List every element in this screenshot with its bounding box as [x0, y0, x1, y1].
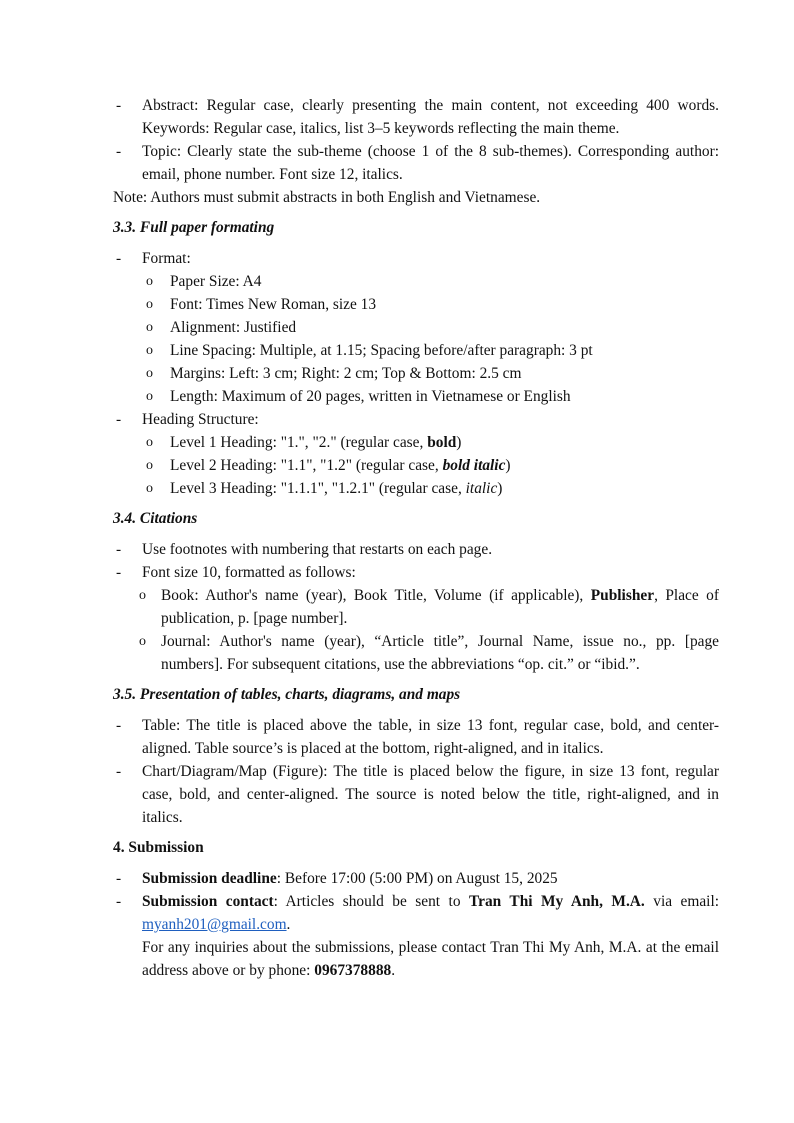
sub-list-item	[113, 431, 719, 454]
citation-item: Use footnotes with numbering that restarts on each page.	[142, 541, 493, 558]
deadline-label: Submission deadline	[142, 870, 277, 887]
figure-rule: Chart/Diagram/Map (Figure): The title is placed below the figure, in size 13 font, regular case, bold, and center-aligned. The source is noted below the title, right-aligned, and in italics.	[142, 763, 719, 826]
heading-level-3	[170, 477, 719, 500]
dash-bullet: -	[116, 564, 122, 581]
topic-item-text: Topic: Clearly state the sub-theme (choose 1 of the 8 sub-themes). Corresponding author: email, phone number. Font size 12, italics.	[142, 143, 719, 183]
book-text-end: , Place of publication, p. [page number].	[161, 587, 719, 627]
phone-number: 0967378888	[314, 962, 392, 979]
sub-list-item	[113, 362, 719, 385]
citation-item: Font size 10, formatted as follows:	[142, 564, 356, 581]
circle-bullet: o	[146, 366, 153, 381]
heading-level-2	[170, 454, 719, 477]
dash-bullet: -	[116, 411, 122, 428]
list-item	[113, 561, 719, 584]
deadline-text: : Before 17:00 (5:00 PM) on August 15, 2025	[276, 870, 558, 887]
circle-bullet: o	[146, 343, 153, 358]
punctuation: .	[286, 916, 291, 933]
list-item	[113, 140, 719, 186]
dash-bullet: -	[116, 541, 122, 558]
level-style: bold italic	[442, 457, 506, 474]
section-heading-4: 4. Submission	[113, 839, 204, 856]
section-heading-3-5: 3.5. Presentation of tables, charts, diagrams, and maps	[113, 686, 461, 703]
level-text: Level 2 Heading: "1.1", "1.2" (regular case,	[170, 457, 443, 474]
sub-list-item	[113, 385, 719, 408]
format-label: Format:	[142, 250, 191, 267]
contact-via: via email:	[644, 893, 719, 910]
list-item	[113, 714, 719, 760]
circle-bullet: o	[146, 435, 153, 450]
format-item: Font: Times New Roman, size 13	[170, 296, 377, 313]
contact-line	[142, 890, 719, 936]
level-text: Level 1 Heading: "1.", "2." (regular case,	[170, 434, 428, 451]
level-text: Level 3 Heading: "1.1.1", "1.2.1" (regular case,	[170, 480, 466, 497]
note-text: Note: Authors must submit abstracts in both English and Vietnamese.	[113, 189, 541, 206]
sub-list-item	[113, 630, 719, 676]
format-item: Paper Size: A4	[170, 273, 262, 290]
inquiry-paragraph	[113, 936, 719, 982]
list-item	[113, 408, 719, 431]
level-suffix: )	[456, 434, 462, 451]
journal-citation-format: Journal: Author's name (year), “Article title”, Journal Name, issue no., pp. [page numbers]. For subsequent citations, use the abbreviations “op. cit.” or “ibid.”.	[161, 633, 719, 673]
heading-structure-label: Heading Structure:	[142, 411, 259, 428]
book-text: Book: Author's name (year), Book Title, Volume (if applicable),	[161, 587, 591, 604]
dash-bullet: -	[116, 143, 122, 160]
table-rule: Table: The title is placed above the table, in size 13 font, regular case, bold, and center-aligned. Table source’s is placed at the bottom, right-aligned, and in italics.	[142, 717, 719, 757]
dash-bullet: -	[116, 97, 122, 114]
list-item	[113, 760, 719, 829]
section-heading-3-4: 3.4. Citations	[113, 510, 198, 527]
level-style: bold	[427, 434, 457, 451]
book-citation-format	[161, 584, 719, 630]
sub-list-item	[113, 454, 719, 477]
level-suffix: )	[505, 457, 511, 474]
sub-list-item	[113, 339, 719, 362]
dash-bullet: -	[116, 763, 122, 780]
dash-bullet: -	[116, 250, 122, 267]
punctuation: .	[391, 962, 396, 979]
heading-level-1	[170, 431, 719, 454]
circle-bullet: o	[146, 458, 153, 473]
format-item: Line Spacing: Multiple, at 1.15; Spacing before/after paragraph: 3 pt	[170, 342, 593, 359]
sub-list-item	[113, 270, 719, 293]
list-item	[113, 94, 719, 140]
circle-bullet: o	[146, 274, 153, 289]
level-style: italic	[465, 480, 498, 497]
dash-bullet: -	[116, 717, 122, 734]
circle-bullet: o	[146, 320, 153, 335]
sub-list-item	[113, 477, 719, 500]
section-heading-3-3: 3.3. Full paper formating	[113, 219, 275, 236]
deadline-line	[142, 867, 719, 890]
format-item: Length: Maximum of 20 pages, written in Vietnamese or English	[170, 388, 571, 405]
level-suffix: )	[497, 480, 503, 497]
list-item	[113, 247, 719, 270]
list-item	[113, 867, 719, 890]
contact-name: Tran Thi My Anh, M.A.	[469, 893, 645, 910]
sub-list-item	[113, 584, 719, 630]
format-item: Margins: Left: 3 cm; Right: 2 cm; Top & Bottom: 2.5 cm	[170, 365, 522, 382]
list-item	[113, 890, 719, 936]
publisher-label: Publisher	[590, 587, 655, 604]
list-item	[113, 538, 719, 561]
circle-bullet: o	[139, 588, 146, 603]
dash-bullet: -	[116, 870, 122, 887]
document-content	[113, 94, 719, 982]
circle-bullet: o	[146, 297, 153, 312]
dash-bullet: -	[116, 893, 122, 910]
circle-bullet: o	[146, 481, 153, 496]
inquiry-text: For any inquiries about the submissions, please contact Tran Thi My Anh, M.A. at the email address above or by phone:	[142, 939, 719, 979]
circle-bullet: o	[139, 634, 146, 649]
contact-text: : Articles should be sent to	[273, 893, 470, 910]
email-link[interactable]: myanh201@gmail.com	[142, 916, 287, 933]
circle-bullet: o	[146, 389, 153, 404]
format-item: Alignment: Justified	[170, 319, 297, 336]
sub-list-item	[113, 293, 719, 316]
abstract-item-text: Abstract: Regular case, clearly presenting the main content, not exceeding 400 words. Keywords: Regular case, italics, list 3–5 keywords reflecting the main theme.	[142, 97, 719, 137]
sub-list-item	[113, 316, 719, 339]
contact-label: Submission contact	[142, 893, 274, 910]
